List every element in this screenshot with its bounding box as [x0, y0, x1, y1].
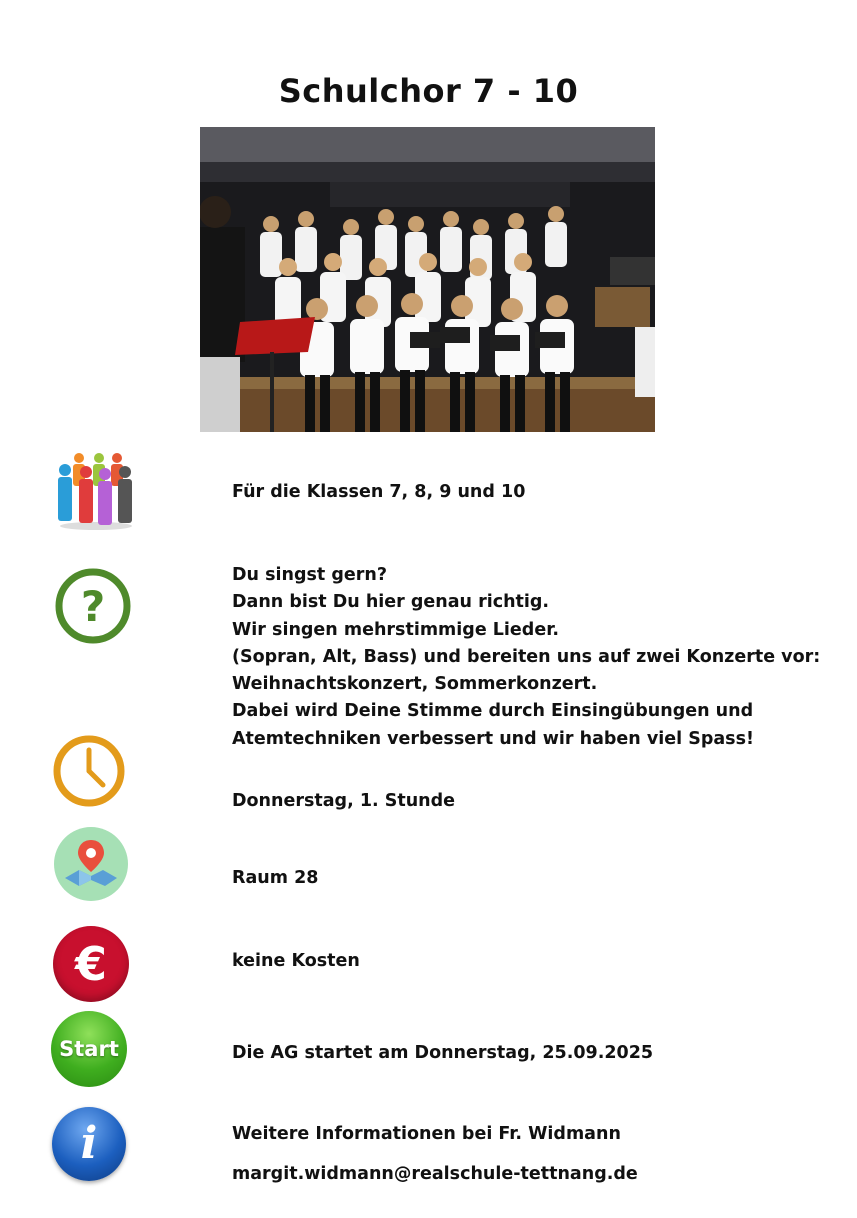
- description-paragraph: [232, 562, 820, 753]
- start-label: Start: [59, 1037, 119, 1061]
- description-line: Dann bist Du hier genau richtig.: [232, 592, 550, 613]
- start-date-text: Die AG startet am Donnerstag, 25.09.2025: [232, 1043, 654, 1063]
- description-line: Weihnachtskonzert, Sommerkonzert.: [232, 674, 598, 695]
- email-link[interactable]: margit.widmann@realschule-tettnang.de: [232, 1164, 638, 1184]
- time-text: Donnerstag, 1. Stunde: [232, 791, 456, 811]
- svg-text:?: ?: [80, 582, 106, 631]
- description-line: Wir singen mehrstimmige Lieder.: [232, 619, 559, 640]
- info-text: Weitere Informationen bei Fr. Widmann: [232, 1124, 621, 1144]
- map-location-icon: [53, 826, 129, 902]
- question-icon: [54, 567, 132, 645]
- choir-photo: [200, 127, 655, 432]
- euro-icon: [53, 926, 129, 1002]
- cost-text: keine Kosten: [232, 951, 360, 971]
- people-group-icon: [55, 450, 137, 532]
- info-icon: [52, 1107, 126, 1181]
- description-line: Du singst gern?: [232, 565, 387, 585]
- classes-text: Für die Klassen 7, 8, 9 und 10: [232, 482, 526, 502]
- room-text: Raum 28: [232, 868, 319, 888]
- page-title: Schulchor 7 - 10: [278, 72, 579, 110]
- description-line: (Sopran, Alt, Bass) und bereiten uns auf zwei Konzerte vor:: [232, 646, 821, 667]
- description-line: Atemtechniken verbessert und wir haben viel Spass!: [232, 728, 754, 749]
- clock-icon: [51, 733, 127, 809]
- euro-symbol: €: [74, 937, 107, 991]
- info-symbol: i: [80, 1118, 98, 1169]
- start-icon: [51, 1011, 127, 1087]
- description-line: Dabei wird Deine Stimme durch Einsingübungen und: [232, 701, 754, 722]
